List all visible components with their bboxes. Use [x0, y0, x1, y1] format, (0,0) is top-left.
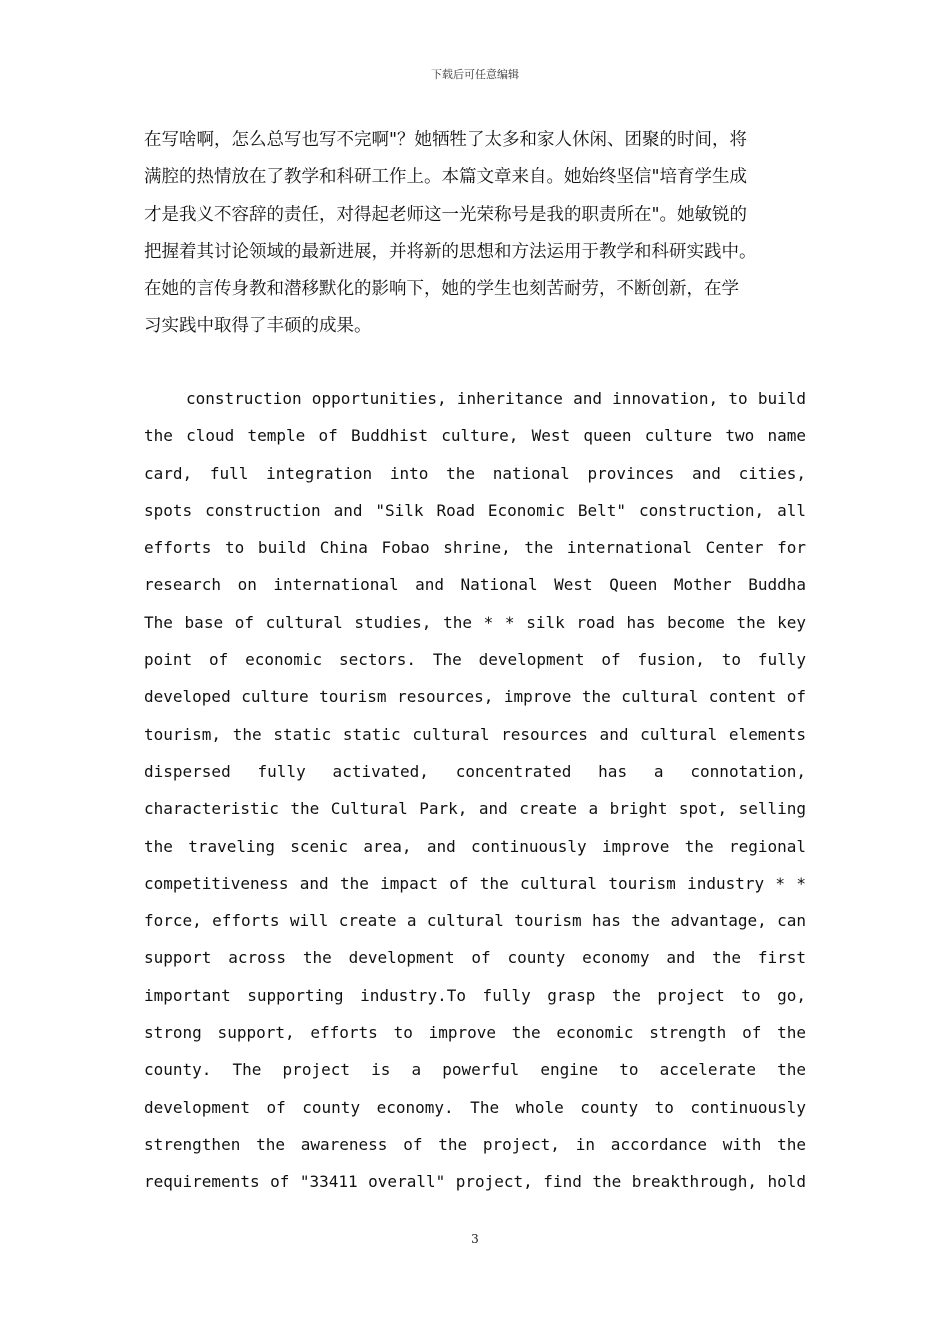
paragraph-line: construction opportunities, inheritance and innovation, to build: [186, 389, 806, 408]
paragraph-line: the cloud temple of Buddhist culture, West queen culture two name: [144, 426, 806, 446]
paragraph-line: force, efforts will create a cultural tourism has the advantage, can: [144, 911, 806, 931]
paragraph-line: 满腔的热情放在了教学和科研工作上。本篇文章来自。她始终坚信"培育学生成: [144, 167, 748, 188]
paragraph-line: efforts to build China Fobao shrine, the international Center for: [144, 538, 806, 558]
paragraph-line: 才是我义不容辞的责任，对得起老师这一光荣称号是我的职责所在"。她敏锐的: [144, 204, 748, 225]
paragraph-line: strong support, efforts to improve the economic strength of the: [144, 1023, 806, 1043]
page-number: 3: [471, 1232, 479, 1246]
paragraph-line: 把握着其讨论领域的最新进展，并将新的思想和方法运用于教学和科研实践中。: [144, 241, 757, 262]
paragraph-line: development of county economy. The whole county to continuously: [144, 1097, 806, 1117]
paragraph-line: developed culture tourism resources, improve the cultural content of: [144, 687, 806, 707]
paragraph-line: research on international and National West Queen Mother Buddha: [144, 575, 806, 595]
paragraph-line: county. The project is a powerful engine to accelerate the: [144, 1060, 806, 1080]
paragraph-line: dispersed fully activated, concentrated has a connotation,: [144, 761, 806, 781]
paragraph-line: point of economic sectors. The development of fusion, to fully: [144, 650, 806, 670]
paragraph-line: 在她的言传身教和潜移默化的影响下，她的学生也刻苦耐劳，不断创新，在学: [144, 279, 739, 300]
paragraph-line: 习实践中取得了丰硕的成果。: [144, 316, 372, 337]
paragraph-line: important supporting industry.To fully grasp the project to go,: [144, 985, 806, 1005]
english-paragraph: [144, 380, 806, 1201]
paragraph-line: 在写啥啊，怎么总写也写不完啊"？她牺牲了太多和家人休闲、团聚的时间，将: [144, 130, 748, 150]
paragraph-line: strengthen the awareness of the project, in accordance with the: [144, 1134, 806, 1154]
paragraph-line: requirements of "33411 overall" project, find the breakthrough, hold: [144, 1172, 806, 1192]
paragraph-line: characteristic the Cultural Park, and create a bright spot, selling: [144, 799, 806, 819]
paragraph-line: competitiveness and the impact of the cultural tourism industry * *: [144, 873, 806, 893]
paragraph-line: card, full integration into the national provinces and cities,: [144, 463, 806, 483]
chinese-paragraph: [144, 122, 812, 346]
paragraph-line: spots construction and "Silk Road Economic Belt" construction, all: [144, 500, 806, 520]
paragraph-line: The base of cultural studies, the * * silk road has become the key: [144, 612, 806, 632]
paragraph-line: the traveling scenic area, and continuously improve the regional: [144, 836, 806, 856]
page-header: 下载后可任意编辑: [431, 68, 519, 81]
paragraph-line: tourism, the static static cultural resources and cultural elements: [144, 724, 806, 744]
paragraph-line: support across the development of county economy and the first: [144, 948, 806, 968]
